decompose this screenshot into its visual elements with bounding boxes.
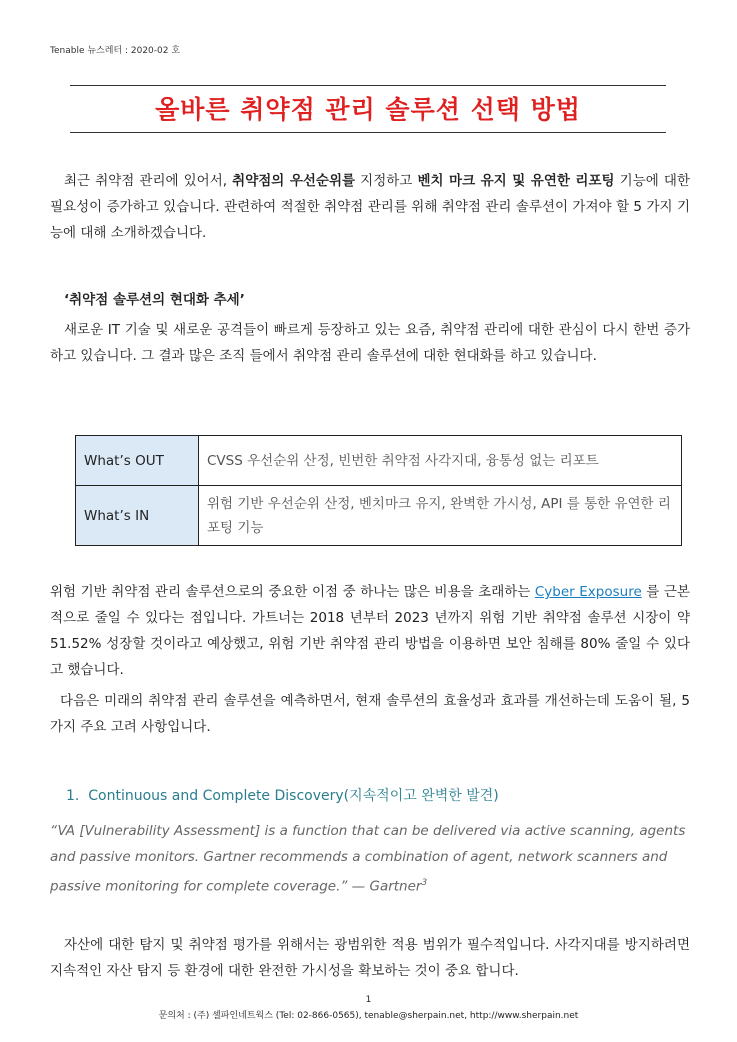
- intro-text-3: 기능에 대한 필요성이 증가하고 있습니다. 관련하여 적절한 취약점 관리를 위해 취약점 관리 솔루션이 가져야 할 5 가지 기능에 대해 소개하겠습니다.: [50, 173, 690, 241]
- table-key-out: What’s OUT: [76, 436, 199, 486]
- intro-text-1: 최근 취약점 관리에 있어서,: [64, 173, 233, 189]
- section-1-heading: [66, 785, 499, 805]
- risk-text-1: 위험 기반 취약점 관리 솔루션으로의 중요한 이점 중 하나는 많은 비용을 초래하는: [50, 584, 535, 600]
- page-title: 올바른 취약점 관리 솔루션 선택 방법: [155, 95, 581, 124]
- section-1-title: Continuous and Complete Discovery(지속적이고 완벽한 발견): [88, 788, 499, 804]
- trend-paragraph: 새로운 IT 기술 및 새로운 공격들이 빠르게 등장하고 있는 요즘, 취약점 관리에 대한 관심이 다시 한번 증가하고 있습니다. 그 결과 많은 조직 들에서 취약점 관리 솔루션에 대한 현대화를 하고 있습니다.: [50, 322, 690, 364]
- table-key-in: What’s IN: [76, 486, 199, 546]
- risk-paragraph: [50, 579, 690, 683]
- table-value-in: 위험 기반 우선순위 산정, 벤치마크 유지, 완벽한 가시성, API 를 통한 유연한 리포팅 기능: [199, 486, 682, 546]
- gartner-quote: [50, 818, 695, 900]
- newsletter-header: Tenable 뉴스레터 : 2020-02 호: [50, 46, 181, 56]
- footnote-mark: 3: [421, 878, 428, 888]
- discovery-paragraph: 자산에 대한 탐지 및 취약점 평가를 위해서는 광범위한 적용 범위가 필수적입니다. 사각지대를 방지하려면 지속적인 자산 탐지 등 환경에 대한 완전한 가시성을 확보하는 것이 중요 합니다.: [50, 937, 690, 979]
- section-1-number: 1.: [66, 788, 80, 804]
- trend-subheading: ‘취약점 솔루션의 현대화 추세’: [64, 292, 245, 308]
- considerations-paragraph: 다음은 미래의 취약점 관리 솔루션을 예측하면서, 현재 솔루션의 효율성과 효과를 개선하는데 도움이 될, 5 가지 주요 고려 사항입니다.: [50, 693, 690, 735]
- gartner-quote-text: “VA [Vulnerability Assessment] is a function that can be delivered via active scanning, agents and passive monitors. Gartner recommends a combination of agent, network scanners and passive monitoring for complete coverage.” — Gartner: [50, 823, 686, 895]
- title-top-rule: [70, 85, 666, 86]
- title-bottom-rule: [70, 132, 666, 133]
- intro-bold-priority: 취약점의 우선순위를: [232, 173, 356, 189]
- intro-paragraph: [50, 168, 690, 246]
- table-row: [76, 486, 682, 546]
- risk-text-2: 를 근본적으로 줄일 수 있다는 점입니다. 가트너는 2018 년부터 2023 년까지 위험 기반 취약점 솔루션 시장이 약 51.52% 성장할 것이라고 예상했고, 위험 기반 취약점 관리 방법을 이용하면 보안 침해를 80% 줄일 수 있다고 했습니다.: [50, 584, 690, 678]
- in-out-table: [75, 435, 682, 546]
- intro-bold-benchmark: 벤치 마크 유지 및 유연한 리포팅: [417, 173, 615, 189]
- table-row: [76, 436, 682, 486]
- page-number: 1: [365, 995, 372, 1005]
- cyber-exposure-link[interactable]: Cyber Exposure: [534, 584, 642, 600]
- contact-footer: 문의처 : (주) 셀파인네트웍스 (Tel: 02-866-0565), tenable@sherpain.net, http://www.sherpain.net: [158, 1011, 579, 1021]
- table-value-out: CVSS 우선순위 산정, 빈번한 취약점 사각지대, 융통성 없는 리포트: [199, 436, 682, 486]
- intro-text-2: 지정하고: [355, 173, 418, 189]
